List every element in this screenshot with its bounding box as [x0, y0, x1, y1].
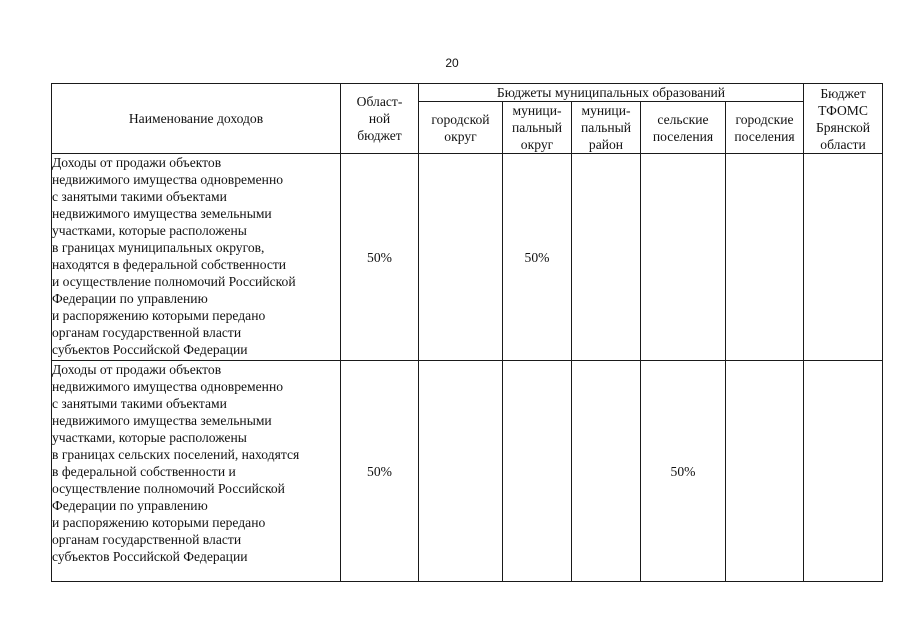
tfoms-share — [804, 361, 883, 582]
regional-share: 50% — [341, 361, 419, 582]
header-municipal-budgets: Бюджеты муниципальных образований — [419, 84, 804, 102]
page-number: 20 — [445, 56, 459, 70]
header-urban-settlements: городские поселения — [726, 102, 804, 154]
municipal-district-share — [503, 361, 572, 582]
header-rural-settlements: сельские поселения — [641, 102, 726, 154]
header-municipal-area: муници- пальный район — [572, 102, 641, 154]
header-regional-budget: Област- ной бюджет — [341, 84, 419, 154]
rural-settlements-share: 50% — [641, 361, 726, 582]
revenue-distribution-table — [51, 83, 883, 582]
income-description: Доходы от продажи объектов недвижимого имущества одновременно с занятыми такими объектами недвижимого имущества земельными участками, которые расположены в границах муниципальных округов, находятся в федеральной собственности и осуществление полномочий Российской Федерации по управлению и распоряжению которыми передано органам государственной власти субъектов Российской Федерации — [52, 154, 341, 361]
urban-settlements-share — [726, 154, 804, 361]
header-income-name: Наименование доходов — [52, 84, 341, 154]
header-tfoms-budget: Бюджет ТФОМС Брянской области — [804, 84, 883, 154]
regional-share: 50% — [341, 154, 419, 361]
municipal-area-share — [572, 154, 641, 361]
table-row — [52, 154, 883, 361]
income-description: Доходы от продажи объектов недвижимого имущества одновременно с занятыми такими объектами недвижимого имущества земельными участками, которые расположены в границах сельских поселений, находятся в федеральной собственности и осуществление полномочий Российской Федерации по управлению и распоряжению которыми передано органам государственной власти субъектов Российской Федерации — [52, 361, 341, 582]
city-district-share — [419, 154, 503, 361]
urban-settlements-share — [726, 361, 804, 582]
table-row — [52, 361, 883, 582]
city-district-share — [419, 361, 503, 582]
rural-settlements-share — [641, 154, 726, 361]
header-city-district: городской округ — [419, 102, 503, 154]
tfoms-share — [804, 154, 883, 361]
header-municipal-district: муници- пальный округ — [503, 102, 572, 154]
municipal-area-share — [572, 361, 641, 582]
municipal-district-share: 50% — [503, 154, 572, 361]
